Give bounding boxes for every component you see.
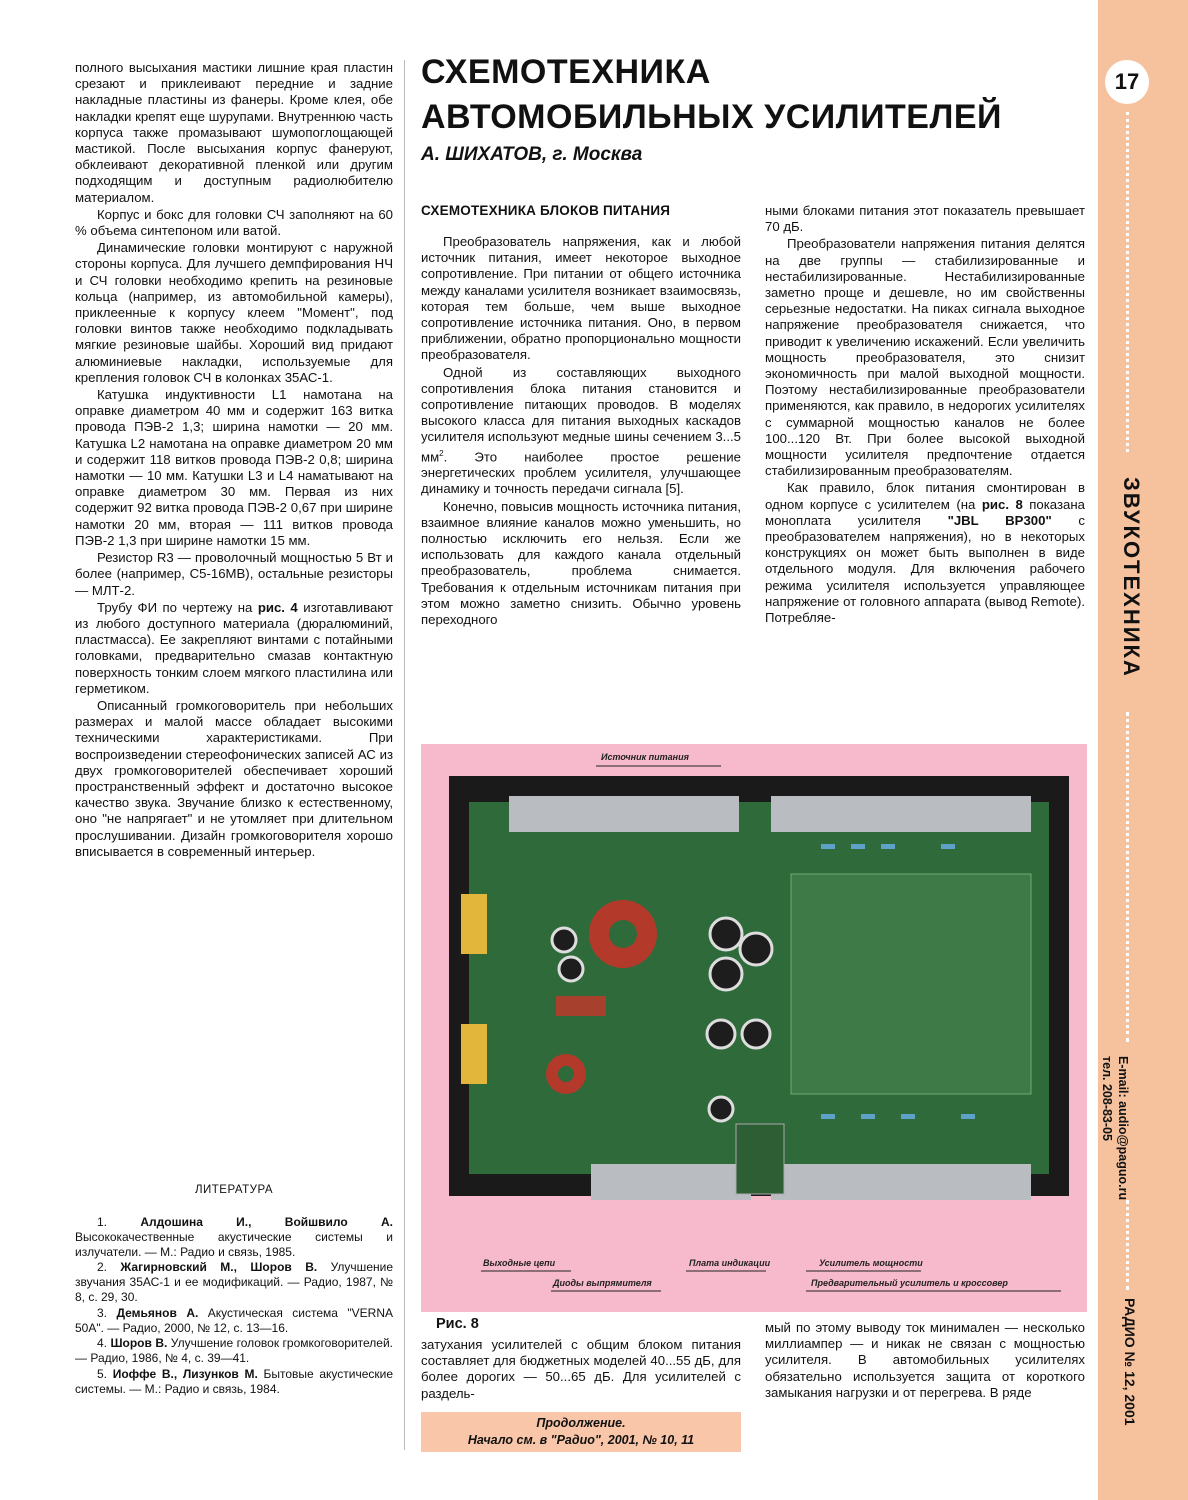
column-3-continuation (765, 1320, 1085, 1402)
note-line: Начало см. в "Радио", 2001, № 10, 11 (467, 1433, 695, 1447)
paragraph: Преобразователь напряжения, как и любой источник питания, имеет некоторое выходное сопротивление. При питании от общего источника между каналами усилителя возникает взаимосвязь, которая тем больше, чем выше выходное сопротивление источника питания. Оно, в первом приближении, обратно пропорционально мощности преобразователя. (421, 234, 741, 363)
figure-caption: Рис. 8 (436, 1316, 479, 1332)
column-divider (404, 60, 405, 1450)
paragraph: Одной из составляющих выходного сопротивления блока питания становится и сопротивление питающих проводов. В моделях высокого класса для питания выходных каскадов усилителя используют медные шины сечением 3...5 $мм^2$. Это наиболее простое решение энергетических проблем усилителя, улучшающее динамику и точность передачи сигнала [5]. (421, 364, 741, 497)
text-run: Трубу ФИ по чертежу на (97, 599, 258, 615)
reference-item: 2. Жагирновский М., Шоров В. Улучшение звучания 35АС-1 и ее модификаций. — Радио, 1987, № 8, с. 29, 30. (75, 1260, 393, 1304)
label-indicator-board: Плата индикации (689, 1258, 771, 1268)
section-heading: СХЕМОТЕХНИКА БЛОКОВ ПИТАНИЯ (421, 203, 671, 218)
paragraph: ными блоками питания этот показатель превышает 70 дБ. (765, 203, 1085, 235)
reference-item: 4. Шоров В. Улучшение головок громкоговорителей. — Радио, 1986, № 4, с. 39—41. (75, 1336, 393, 1366)
dotted-divider (1126, 1200, 1129, 1290)
references-title: ЛИТЕРАТУРА (194, 1184, 274, 1196)
page-number: 17 (1105, 60, 1149, 104)
capacitor (709, 1097, 733, 1121)
paragraph: Описанный громкоговоритель при небольших размерах и малой массе обладает высокими техническими характеристиками. При воспроизведении стереофонических записей АС из двух громкоговорителей обеспечивает хороший пространственный эффект и достаточно высокое качество звука. Звучание близко к естественному, оно "не напрягает" и не утомляет при длительном прослушивании. Дизайн громкоговорителя хорошо вписывается в современный интерьер. (75, 697, 393, 859)
reference-item: 5. Иоффе В., Лизунков М. Бытовые акустические системы. — М.: Радио и связь, 1984. (75, 1366, 394, 1396)
paragraph: полного высыхания мастики лишние края пластин срезают и приклеивают передние и задние накладные пластины из фанеры. Кроме клея, обе накладки крепят еще шурупами. Внутреннюю часть корпуса также промазывают шумопоглощающей мастикой. После высыхания корпус фанеруют, обклеивают декоративной пленкой или другим подходящим и доступным радиолюбителю материалом. (75, 60, 393, 205)
paragraph: Резистор R3 — проволочный мощностью 5 Вт и более (например, С5-16МВ), остальные резисторы — МЛТ-2. (75, 550, 393, 598)
paragraph: Катушка индуктивности L1 намотана на оправке диаметром 40 мм и содержит 163 витка провода ПЭВ-2 1,3; ширина намотки — 20 мм. Катушка L2 намотана на оправке диаметром 20 мм и содержит 118 витков провода ПЭВ-2 0,8; ширина намотки — 10 мм. Катушки L3 и L4 наматывают на оправке диаметром 30 мм. Первая из них содержит 92 витка провода ПЭВ-2 0,67 при ширине намотки 20 мм, вторая — 111 витков провода ПЭВ-2 1,3 при ширине намотки 15 мм. (75, 387, 393, 548)
label-power-amplifier: Усилитель мощности (819, 1258, 923, 1268)
column-2-continuation (421, 1337, 741, 1403)
paragraph: Преобразователи напряжения питания делятся на две группы — стабилизированные и нестабилизированные. Нестабилизированные заметно проще и дешевле, но им свойственны серьезные недостатки. На пиках сигнала выходное напряжение преобразователя снижается, что приводит к увеличению искажений. Если увеличить мощность преобразователя, это снизит экономичность при малой выходной мощности. Поэтому нестабилизированные преобразователи применяются, как правило, в недорогих усилителях с суммарной мощностью каналов не более 100...120 Вт. При более высокой выходной мощности усилителя предпочтение отдается стабилизированным преобразователям. (765, 236, 1085, 479)
phone-contact: тел. 208-83-05 (1100, 1056, 1114, 1141)
paragraph: затухания усилителей с общим блоком питания составляет для бюджетных моделей 40...55 дБ, для более дорогих — 50...65 дБ. Для усилителей с раздель- (421, 1337, 741, 1401)
paragraph: Как правило, блок питания смонтирован в одном корпусе с усилителем (на рис. 8 показана моноплата усилителя "JBL BP300" с преобразователем напряжения), но в некоторых конструкциях он может быть выполнен в виде отдельного модуля. Для включения рабочего режима усилителя используется управляющее напряжение от головного аппарата (вывод Remote). Потребляе- (765, 480, 1085, 626)
label-power-supply: Источник питания (601, 752, 689, 762)
connector (461, 1024, 487, 1084)
label-rectifier-diodes: Диоды выпрямителя (553, 1278, 652, 1288)
dotted-divider (1126, 712, 1129, 1042)
magazine-issue: РАДИО № 12, 2001 (1122, 1298, 1138, 1426)
paragraph: Корпус и бокс для головки СЧ заполняют на 60 % объема синтепоном или ватой. (75, 206, 393, 239)
paragraph (75, 600, 393, 697)
connector (461, 894, 487, 954)
heatsink-bar (771, 796, 1031, 832)
paragraph: мый по этому выводу ток минимален — несколько миллиампер — и никак не связан с мощностью усилителя. В автомобильных усилителях обязательно используется защита от короткого замыкания нагрузки и от перегрева. В ряде (765, 1320, 1085, 1400)
note-line: Продолжение. (536, 1416, 626, 1430)
heatsink-bar (591, 1164, 751, 1200)
capacitor (710, 958, 742, 990)
author-line: А. ШИХАТОВ, г. Москва (421, 144, 643, 165)
amplifier-board-illustration (421, 744, 1087, 1312)
figure-amplifier-board (421, 744, 1087, 1312)
capacitor (740, 933, 772, 965)
figure-reference: рис. 4 (257, 599, 298, 615)
references-list (75, 1215, 393, 1398)
indicator-board (736, 1124, 784, 1194)
heatsink-bar (509, 796, 739, 832)
preamp-section (791, 874, 1031, 1094)
capacitor (707, 1020, 735, 1048)
inductor (556, 996, 606, 1016)
sidebar (1098, 0, 1188, 1500)
text-run: изготавливают из любого доступного материала (дюралюминий, пластмасса). Ее закрепляют винтами с потайными головками, предварительно смазав контактную поверхность тонким слоем мягкого пластилина или герметиком. (75, 599, 394, 696)
rubric-label: ЗВУКОТЕХНИКА (1119, 477, 1144, 678)
continuation-note (421, 1412, 741, 1452)
heatsink-bar (771, 1164, 1031, 1200)
title-line: АВТОМОБИЛЬНЫХ УСИЛИТЕЛЕЙ (421, 98, 1002, 136)
paragraph: Динамические головки монтируют с наружной стороны корпуса. Для лучшего демпфирования НЧ и СЧ головки необходимо крепить на резиновые кольца (например, из автомобильной камеры), приклеенные к корпусу клеем "Момент", под головки винтов также необходимо подкладывать мягкие резиновые шайбы. Хороший вид придают алюминиевые накладки, используемые для крепления головок СЧ в колонках 35АС-1. (75, 240, 393, 385)
reference-item: 3. Демьянов А. Акустическая система "VERNA 50A". — Радио, 2000, № 12, с. 13—16. (75, 1305, 393, 1335)
capacitor (710, 918, 742, 950)
column-3 (765, 203, 1085, 627)
label-output-circuits: Выходные цепи (483, 1258, 556, 1268)
capacitor (552, 928, 576, 952)
column-2 (421, 234, 741, 629)
title-line: СХЕМОТЕХНИКА (421, 53, 711, 91)
reference-item: 1. Алдошина И., Войшвило А. Высококачественные акустические системы и излучатели. — М.: Радио и связь, 1985. (75, 1215, 394, 1259)
paragraph: Конечно, повысив мощность источника питания, взаимное влияние каналов можно уменьшить, но полностью исключить его нельзя. Если же использовать для каждого канала отдельный преобразователь, проблема снимается. Требования к отдельным источникам питания при этом можно заметно снизить. Обычно уровень переходного (421, 498, 741, 628)
article-title (421, 50, 1101, 140)
capacitor (559, 957, 583, 981)
dotted-divider (1126, 112, 1129, 452)
email-contact: E-mail: audio@paguo.ru (1116, 1056, 1130, 1201)
capacitor (742, 1020, 770, 1048)
label-preamp-crossover: Предварительный усилитель и кроссовер (811, 1278, 1008, 1288)
column-1 (75, 60, 393, 861)
